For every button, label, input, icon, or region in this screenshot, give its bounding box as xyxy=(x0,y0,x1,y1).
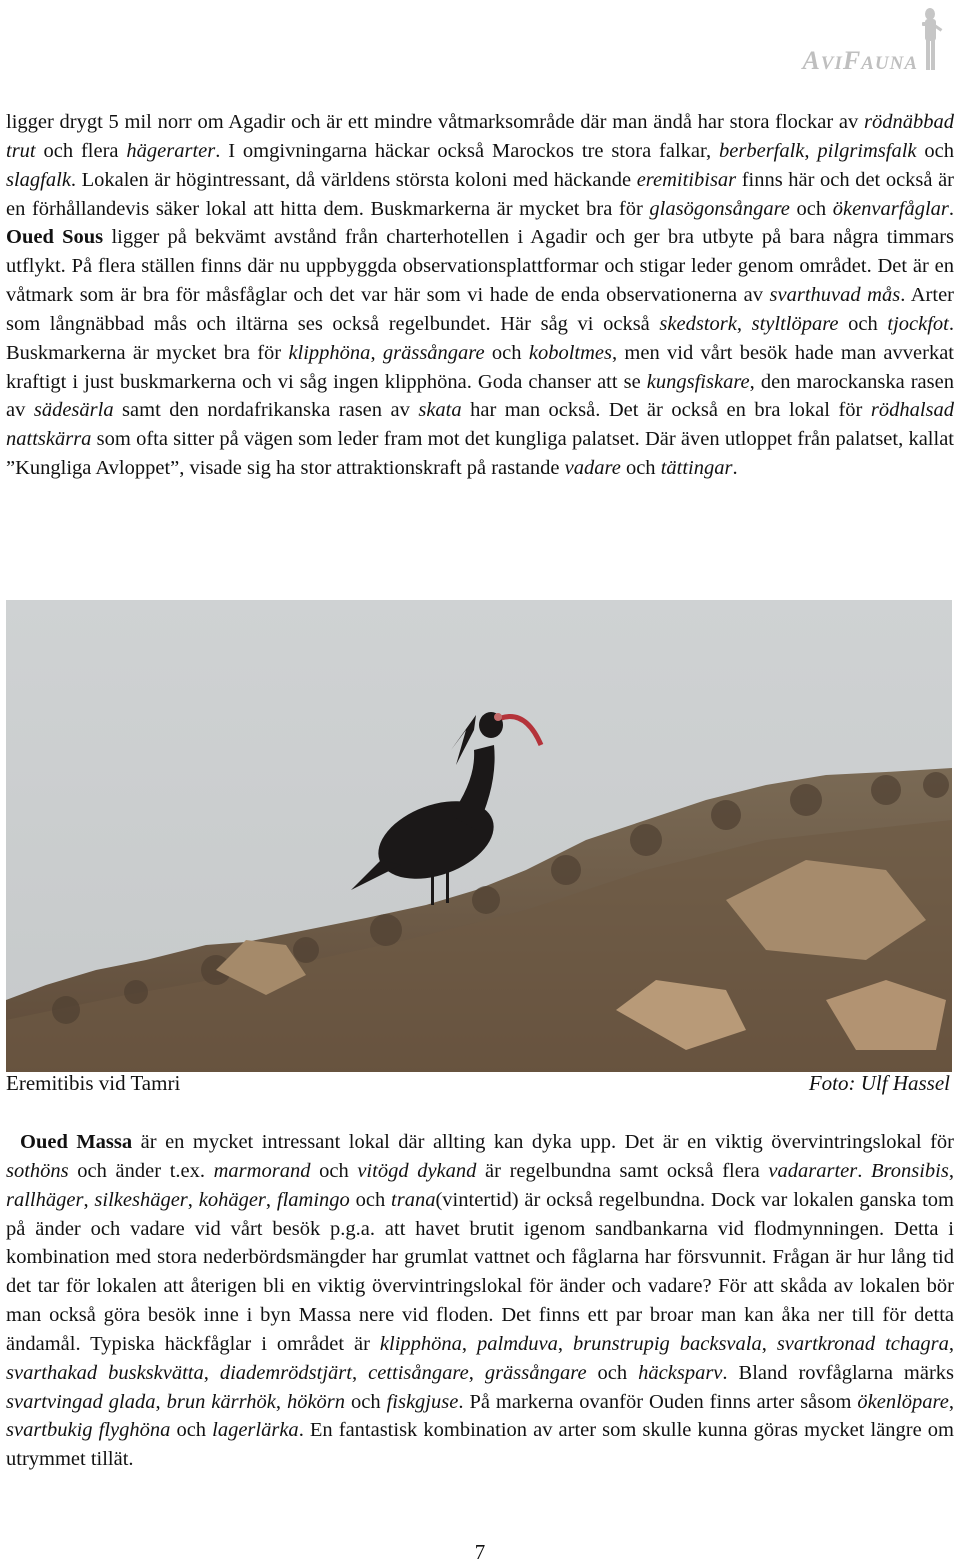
species-name: grässångare xyxy=(382,341,485,364)
photo-caption: Eremitibis vid Tamri xyxy=(6,1071,181,1095)
text-run: , xyxy=(155,1390,167,1413)
body-paragraph-oued-sous xyxy=(6,108,954,483)
text-run: , xyxy=(370,341,383,364)
species-name: sädesärla xyxy=(33,399,114,422)
text-run: , den marockanska rasen av xyxy=(6,370,954,422)
species-name: sothöns xyxy=(6,1159,69,1182)
species-name: klipphöna xyxy=(288,341,371,364)
photo-bald-ibis xyxy=(6,600,952,1072)
species-name: cettisångare xyxy=(368,1361,469,1384)
text-run: , xyxy=(948,1159,954,1182)
text-run: och änder t.ex. xyxy=(68,1159,214,1182)
text-run: (vintertid) är också regelbundna. Dock var lokalen ganska tom på änder och vadare vid vårt besök p.g.a. att havet brutit igenom sandbankarna vid flodmynningen. Detta i kombination med stora nederbördsmängder har grumlat vattnet och fåglarna har försvunnit. Frågan är hur lång tid det tar för lokalen att återigen bli en viktig övervintringslokal för änder och vadare? För att skåda av lokalen bör man också göra besök inne i byn Massa nere vid floden. Det finns ett par broar man kan åka ner till för detta ändamål. Typiska häckfåglar i området är xyxy=(6,1188,954,1355)
avifauna-logo xyxy=(772,2,952,78)
text-run: . På markerna ovanför Ouden finns arter såsom xyxy=(458,1390,858,1413)
body-paragraph-oued-massa xyxy=(6,1128,954,1474)
text-run: . Bland rovfåglarna märks xyxy=(722,1361,955,1384)
logo-text: AVIFAUNA xyxy=(802,46,918,75)
species-name: koboltmes xyxy=(528,341,612,364)
species-name: Bronsibis xyxy=(871,1159,949,1182)
text-run: och xyxy=(310,1159,358,1182)
text-run: och xyxy=(789,197,833,220)
species-name: svartvingad glada xyxy=(6,1390,156,1413)
text-run: finns här och det också är en förhållandevis säker lokal att hitta dem. Buskmarkerna är mycket bra för xyxy=(6,168,954,220)
text-run: och xyxy=(170,1419,213,1442)
species-name: fiskgjuse xyxy=(386,1390,459,1413)
text-run: samt den nordafrikanska rasen av xyxy=(113,399,419,422)
text-run: , xyxy=(736,312,752,335)
text-run: , men vid vårt besök hade man avverkat kraftigt i just buskmarkerna och vi såg ingen klipphöna. Goda chanser att se xyxy=(6,341,955,393)
text-run: , xyxy=(351,1361,369,1384)
species-name: trana xyxy=(391,1188,436,1211)
species-name: svartkronad tchagra xyxy=(776,1332,949,1355)
text-run: och xyxy=(620,457,661,480)
species-name: svarthakad buskskvätta xyxy=(6,1361,204,1384)
species-name: slagfalk xyxy=(6,168,71,191)
species-name: klipphöna xyxy=(379,1332,462,1355)
text-run: . Lokalen är högintressant, då världens största koloni med häckande xyxy=(70,168,637,191)
text-run: och xyxy=(586,1361,639,1384)
text-run: och xyxy=(838,312,888,335)
ibis-photo-image xyxy=(6,600,952,1072)
species-name: vadararter xyxy=(768,1159,858,1182)
species-name: svartbukig flyghöna xyxy=(6,1419,171,1442)
species-name: flamingo xyxy=(276,1188,350,1211)
species-name: eremitibisar xyxy=(636,168,737,191)
species-name: glasögonsångare xyxy=(649,197,790,220)
text-run: och xyxy=(345,1390,387,1413)
location-name: Oued Massa xyxy=(20,1131,133,1153)
text-run: och xyxy=(916,139,954,162)
text-run: , xyxy=(187,1188,199,1211)
species-name: styltlöpare xyxy=(751,312,839,335)
text-run: ligger drygt 5 mil norr om Agadir och är ett mindre våtmarksområde där man ändå har stora flockar av xyxy=(6,111,865,133)
species-name: lagerlärka xyxy=(212,1419,299,1442)
text-run: , xyxy=(461,1332,477,1355)
species-name: skata xyxy=(418,399,462,422)
text-run: är regelbundna samt också flera xyxy=(476,1159,769,1182)
species-name: svarthuvad mås xyxy=(769,284,901,307)
text-run: har man också. Det är också en bra lokal för xyxy=(461,399,871,422)
species-name: rödnäbbad trut xyxy=(6,111,954,162)
text-run: och xyxy=(349,1188,392,1211)
species-name: häcksparv xyxy=(638,1361,723,1384)
text-run: , xyxy=(275,1390,287,1413)
text-run: . xyxy=(857,1159,872,1182)
text-run: . I omgivningarna häckar också Marockos tre stora falkar, xyxy=(215,139,720,162)
text-run: , xyxy=(557,1332,573,1355)
text-run: . En fantastisk kombination av arter som skulle kunna göras mycket längre om utrymmet tillät. xyxy=(6,1419,955,1471)
species-name: palmduva xyxy=(477,1332,558,1355)
text-run: och xyxy=(484,341,529,364)
text-run: . xyxy=(948,197,954,220)
text-run: är en mycket intressant lokal där allting kan dyka upp. Det är en viktig övervintringslokal för xyxy=(132,1131,954,1153)
text-run: . Arter som långnäbbad mås och iltärna ses också regelbundet. Här såg vi också xyxy=(6,284,954,335)
species-name: berberfalk xyxy=(719,139,805,162)
species-name: tättingar xyxy=(660,457,733,480)
species-name: vadare xyxy=(564,457,621,480)
text-run: , xyxy=(948,1332,954,1355)
photo-credit: Foto: Ulf Hassel xyxy=(808,1071,950,1095)
text-run: , xyxy=(761,1332,777,1355)
species-name: rödhalsad nattskärra xyxy=(6,399,955,451)
page-number: 7 xyxy=(474,1540,486,1564)
text-run: och flera xyxy=(35,139,127,162)
species-name: marmorand xyxy=(213,1159,311,1182)
species-name: hökörn xyxy=(286,1390,346,1413)
text-run: , xyxy=(83,1188,95,1211)
species-name: kungsfiskare xyxy=(646,370,750,393)
species-name: ökenlöpare xyxy=(857,1390,949,1413)
species-name: grässångare xyxy=(484,1361,587,1384)
text-run: , xyxy=(804,139,818,162)
text-run: som ofta sitter på vägen som leder fram mot det kungliga palatset. Där även utloppet från palatset, kallat ”Kungliga Avloppet”, visade sig ha stor attraktionskraft på rastande xyxy=(6,428,954,480)
text-run: . xyxy=(732,457,738,480)
species-name: pilgrimsfalk xyxy=(817,139,917,162)
text-run: , xyxy=(265,1188,277,1211)
species-name: hägerarter xyxy=(126,139,216,162)
text-run: . Buskmarkerna är mycket bra för xyxy=(6,312,954,364)
species-name: kohäger xyxy=(198,1188,266,1211)
species-name: diademrödstjärt xyxy=(219,1361,352,1384)
species-name: rallhäger xyxy=(6,1188,84,1211)
species-name: brun kärrhök xyxy=(166,1390,276,1413)
text-run: ligger på bekvämt avstånd från charterhotellen i Agadir och ger bra utbyte på bara några timmars utflykt. På flera ställen finns där nu uppbyggda observationsplattformar och stigar leder genom området. Det är en våtmark som är bra för måsfåglar och det var här som vi hade de enda observationerna av xyxy=(6,226,954,307)
text-run: , xyxy=(948,1390,954,1413)
species-name: tjockfot xyxy=(887,312,949,335)
species-name: skedstork xyxy=(659,312,737,335)
species-name: brunstrupig backsvala xyxy=(572,1332,762,1355)
text-run: , xyxy=(203,1361,220,1384)
location-name: Oued Sous xyxy=(6,226,104,249)
species-name: vitögd dykand xyxy=(357,1159,477,1182)
species-name: ökenvarfåglar xyxy=(832,197,949,220)
species-name: silkeshäger xyxy=(94,1188,188,1211)
text-run: , xyxy=(468,1361,485,1384)
